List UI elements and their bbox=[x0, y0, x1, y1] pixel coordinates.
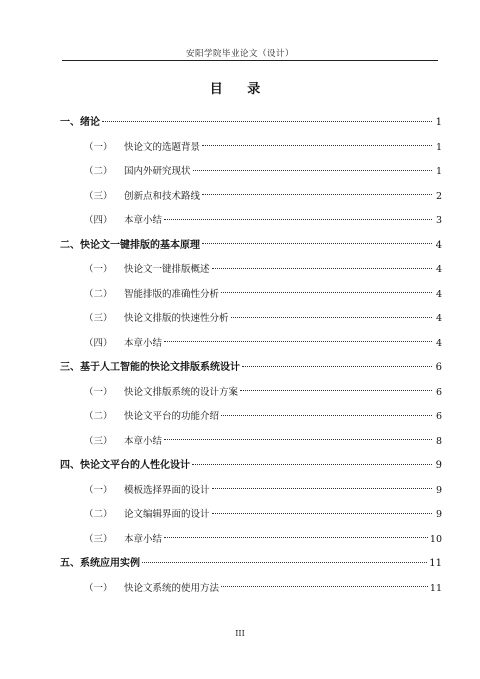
toc-entry-title: 本章小结 bbox=[124, 337, 163, 349]
toc-entry-title: 智能排版的准确性分析 bbox=[124, 288, 220, 300]
toc-entry-page: 1 bbox=[435, 117, 442, 128]
toc-dot-leader bbox=[212, 268, 432, 269]
toc-section-entry[interactable] bbox=[60, 503, 442, 528]
toc-entry-title: 系统应用实例 bbox=[80, 558, 140, 569]
toc-entry-title: 快论文平台的人性化设计 bbox=[80, 460, 190, 471]
toc-section-entry[interactable] bbox=[60, 185, 442, 210]
toc-entry-title: 快论文排版系统的设计方案 bbox=[124, 386, 239, 398]
toc-section-entry[interactable] bbox=[60, 283, 442, 308]
toc-entry-title: 快论文平台的功能介绍 bbox=[124, 411, 220, 422]
toc-entry-title: 本章小结 bbox=[124, 533, 163, 545]
toc-dot-leader bbox=[142, 562, 427, 563]
toc-dot-leader bbox=[212, 488, 432, 489]
toc-entry-title: 本章小结 bbox=[124, 435, 163, 447]
toc-entry-page: 6 bbox=[435, 386, 442, 398]
toc-entry-title: 创新点和技术路线 bbox=[124, 190, 201, 202]
toc-section-entry[interactable] bbox=[60, 381, 442, 406]
toc-entry-number: （三） bbox=[84, 533, 113, 545]
toc-dot-leader bbox=[242, 366, 432, 367]
toc-entry-title: 快论文系统的使用方法 bbox=[124, 582, 220, 594]
toc-entry-title: 快论文的选题背景 bbox=[124, 141, 201, 153]
toc-dot-leader bbox=[102, 121, 432, 122]
page-number: III bbox=[235, 629, 245, 638]
toc-entry-number: （二） bbox=[84, 509, 113, 520]
toc-dot-leader bbox=[193, 170, 432, 171]
toc-entry-title: 基于人工智能的快论文排版系统设计 bbox=[80, 362, 240, 373]
toc-entry-page: 4 bbox=[435, 288, 442, 300]
toc-dot-leader bbox=[221, 586, 428, 587]
toc-entry-number: （二） bbox=[84, 166, 113, 177]
toc-entry-page: 4 bbox=[435, 239, 442, 251]
toc-dot-leader bbox=[164, 439, 432, 440]
toc-entry-title: 国内外研究现状 bbox=[124, 166, 191, 177]
table-of-contents bbox=[60, 111, 442, 601]
toc-entry-page: 9 bbox=[435, 460, 442, 471]
toc-entry-page: 1 bbox=[435, 166, 442, 177]
toc-dot-leader bbox=[164, 537, 428, 538]
toc-dot-leader bbox=[202, 243, 432, 244]
toc-entry-number: （二） bbox=[84, 411, 113, 422]
toc-entry-page: 11 bbox=[429, 558, 442, 569]
toc-entry-number: （一） bbox=[84, 582, 113, 594]
toc-section-entry[interactable] bbox=[60, 479, 442, 504]
toc-entry-number: （三） bbox=[84, 435, 113, 447]
toc-section-entry[interactable] bbox=[60, 332, 442, 357]
toc-section-entry[interactable] bbox=[60, 405, 442, 430]
toc-section-entry[interactable] bbox=[60, 136, 442, 161]
toc-dot-leader bbox=[202, 145, 432, 146]
toc-entry-page: 4 bbox=[435, 313, 442, 324]
toc-dot-leader bbox=[221, 415, 432, 416]
toc-section-entry[interactable] bbox=[60, 160, 442, 185]
toc-entry-number: 三、 bbox=[60, 362, 80, 373]
toc-entry-title: 快论文一键排版的基本原理 bbox=[80, 239, 200, 251]
toc-entry-page: 11 bbox=[429, 582, 442, 594]
toc-chapter-entry[interactable] bbox=[60, 356, 442, 381]
page-title: 目 录 bbox=[209, 82, 271, 97]
toc-dot-leader bbox=[212, 513, 432, 514]
toc-dot-leader bbox=[164, 341, 432, 342]
toc-dot-leader bbox=[164, 219, 432, 220]
toc-dot-leader bbox=[231, 317, 432, 318]
toc-entry-page: 3 bbox=[435, 215, 442, 226]
toc-entry-number: 二、 bbox=[60, 239, 80, 251]
toc-entry-number: 四、 bbox=[60, 460, 80, 471]
toc-entry-title: 快论文排版的快速性分析 bbox=[124, 313, 229, 324]
toc-entry-page: 8 bbox=[435, 435, 442, 447]
toc-entry-title: 快论文一键排版概述 bbox=[124, 264, 210, 275]
toc-entry-page: 6 bbox=[435, 411, 442, 422]
toc-section-entry[interactable] bbox=[60, 209, 442, 234]
toc-dot-leader bbox=[240, 390, 432, 391]
toc-dot-leader bbox=[202, 194, 432, 195]
toc-entry-page: 1 bbox=[435, 141, 442, 153]
toc-dot-leader bbox=[221, 292, 432, 293]
toc-entry-number: （一） bbox=[84, 484, 113, 496]
toc-section-entry[interactable] bbox=[60, 307, 442, 332]
toc-chapter-entry[interactable] bbox=[60, 552, 442, 577]
toc-entry-title: 论文编辑界面的设计 bbox=[124, 509, 210, 520]
toc-entry-number: （四） bbox=[84, 337, 113, 349]
toc-entry-page: 10 bbox=[429, 533, 442, 545]
toc-entry-number: （四） bbox=[84, 215, 113, 226]
toc-entry-number: （一） bbox=[84, 141, 113, 153]
toc-chapter-entry[interactable] bbox=[60, 454, 442, 479]
toc-entry-number: 五、 bbox=[60, 558, 80, 569]
toc-entry-title: 本章小结 bbox=[124, 215, 163, 226]
toc-section-entry[interactable] bbox=[60, 528, 442, 553]
toc-chapter-entry[interactable] bbox=[60, 111, 442, 136]
toc-entry-page: 9 bbox=[435, 509, 442, 520]
toc-entry-page: 6 bbox=[435, 362, 442, 373]
toc-entry-title: 模板选择界面的设计 bbox=[124, 484, 210, 496]
toc-entry-number: （一） bbox=[84, 386, 113, 398]
toc-entry-page: 2 bbox=[435, 190, 442, 202]
toc-section-entry[interactable] bbox=[60, 258, 442, 283]
page-header: 安阳学院毕业论文（设计） bbox=[185, 49, 294, 59]
toc-entry-title: 绪论 bbox=[80, 117, 100, 128]
toc-section-entry[interactable] bbox=[60, 577, 442, 602]
toc-entry-page: 4 bbox=[435, 337, 442, 349]
header-rule bbox=[62, 60, 438, 61]
toc-section-entry[interactable] bbox=[60, 430, 442, 455]
toc-entry-number: （二） bbox=[84, 288, 113, 300]
toc-entry-number: （三） bbox=[84, 190, 113, 202]
toc-entry-page: 9 bbox=[435, 484, 442, 496]
toc-entry-number: （一） bbox=[84, 264, 113, 275]
toc-chapter-entry[interactable] bbox=[60, 234, 442, 259]
toc-entry-page: 4 bbox=[435, 264, 442, 275]
toc-dot-leader bbox=[192, 464, 432, 465]
toc-entry-number: 一、 bbox=[60, 117, 80, 128]
toc-entry-number: （三） bbox=[84, 313, 113, 324]
